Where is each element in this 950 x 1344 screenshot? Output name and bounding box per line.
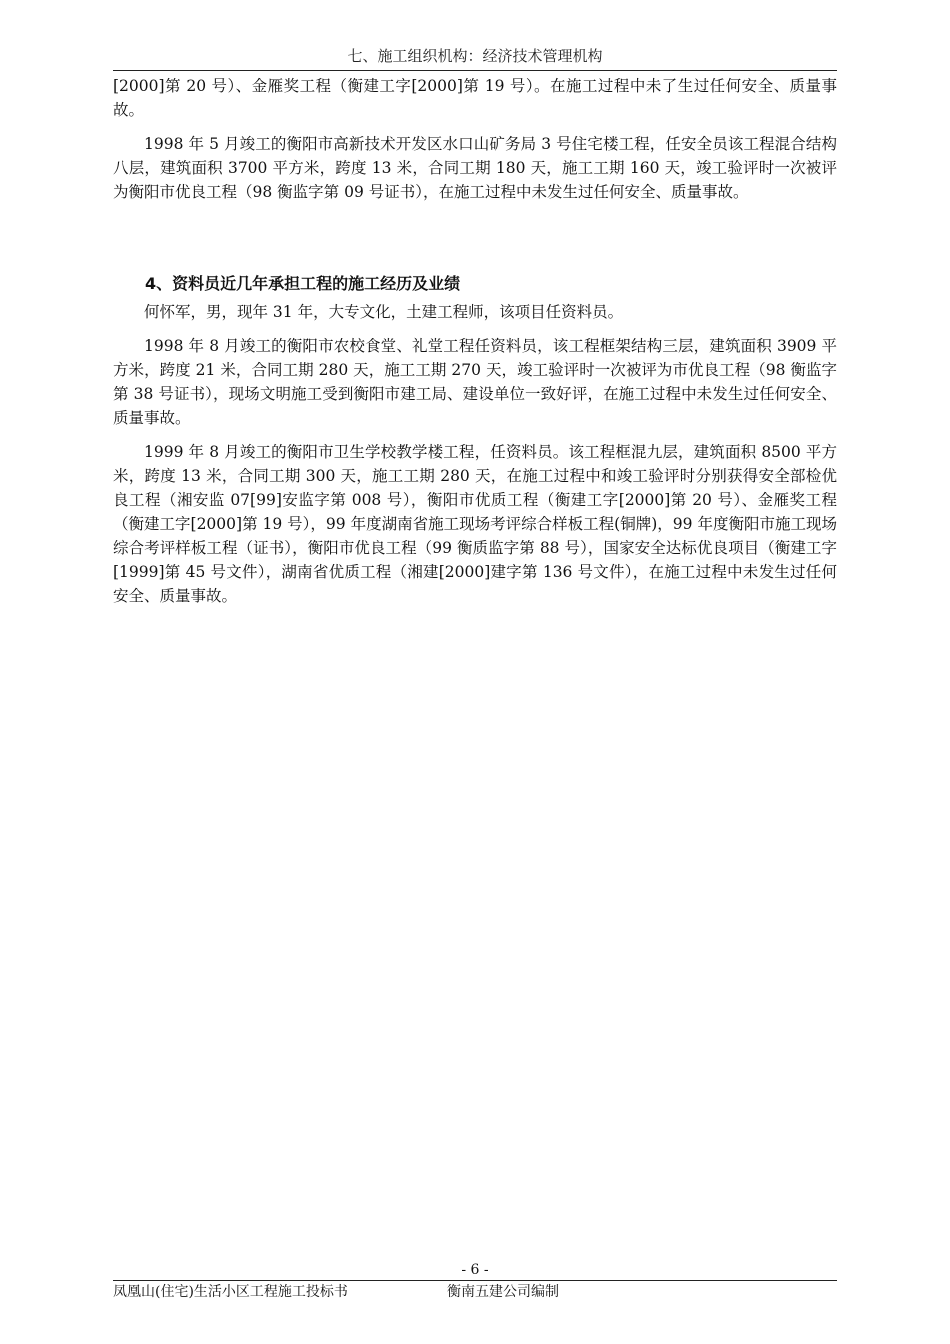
- blank-space: [113, 214, 837, 272]
- header-divider: [113, 70, 837, 71]
- paragraph-archivist-project-1999: 1999 年 8 月竣工的衡阳市卫生学校教学楼工程，任资料员。该工程框混九层，建筑面积 8500 平方米，跨度 13 米，合同工期 300 天，施工工期 280 天，在施工过程中和竣工验评时分别获得安全部检优良工程（湘安监 07[99]安监字第 008 号），衡阳市优质工程（衡建工字[2000]第 20 号）、金雁奖工程（衡建工字[2000]第 19 号），99 年度湖南省施工现场考评综合样板工程(铜牌)，99 年度衡阳市施工现场综合考评样板工程（证书），衡阳市优良工程（99 衡质监字第 88 号），国家安全达标优良项目（衡建工字[1999]第 45 号文件），湖南省优质工程（湘建[2000]建字第 136 号文件），在施工过程中未发生过任何安全、质量事故。: [113, 443, 837, 605]
- footer-document-title: 凤凰山(住宅)生活小区工程施工投标书: [113, 1284, 348, 1300]
- document-body: [113, 74, 837, 618]
- paragraph-archivist-intro: 何怀军，男，现年 31 年，大专文化，土建工程师，该项目任资料员。: [144, 303, 624, 321]
- page-header-title: 七、施工组织机构：经济技术管理机构: [347, 47, 603, 65]
- section-heading-4: 4、资料员近几年承担工程的施工经历及业绩: [145, 274, 461, 293]
- footer-divider: [113, 1280, 837, 1281]
- footer-company: 衡南五建公司编制: [447, 1284, 559, 1300]
- page-number: - 6 -: [461, 1262, 489, 1278]
- paragraph-safety-officer-project: 1998 年 5 月竣工的衡阳市高新技术开发区水口山矿务局 3 号住宅楼工程，任安全员该工程混合结构八层，建筑面积 3700 平方米，跨度 13 米，合同工期 180 天，施工工期 160 天，竣工验评时一次被评为衡阳市优良工程（98 衡监字第 09 号证书），在施工过程中未发生过任何安全、质量事故。: [113, 135, 837, 201]
- paragraph-continuation: [2000]第 20 号）、金雁奖工程（衡建工字[2000]第 19 号）。在施工过程中未了生过任何安全、质量事故。: [113, 77, 837, 119]
- paragraph-archivist-project-1998: 1998 年 8 月竣工的衡阳市农校食堂、礼堂工程任资料员，该工程框架结构三层，建筑面积 3909 平方米，跨度 21 米，合同工期 280 天，施工工期 270 天，竣工验评时一次被评为市优良工程（98 衡监字第 38 号证书），现场文明施工受到衡阳市建工局、建设单位一致好评，在施工过程中未发生过任何安全、质量事故。: [113, 337, 837, 427]
